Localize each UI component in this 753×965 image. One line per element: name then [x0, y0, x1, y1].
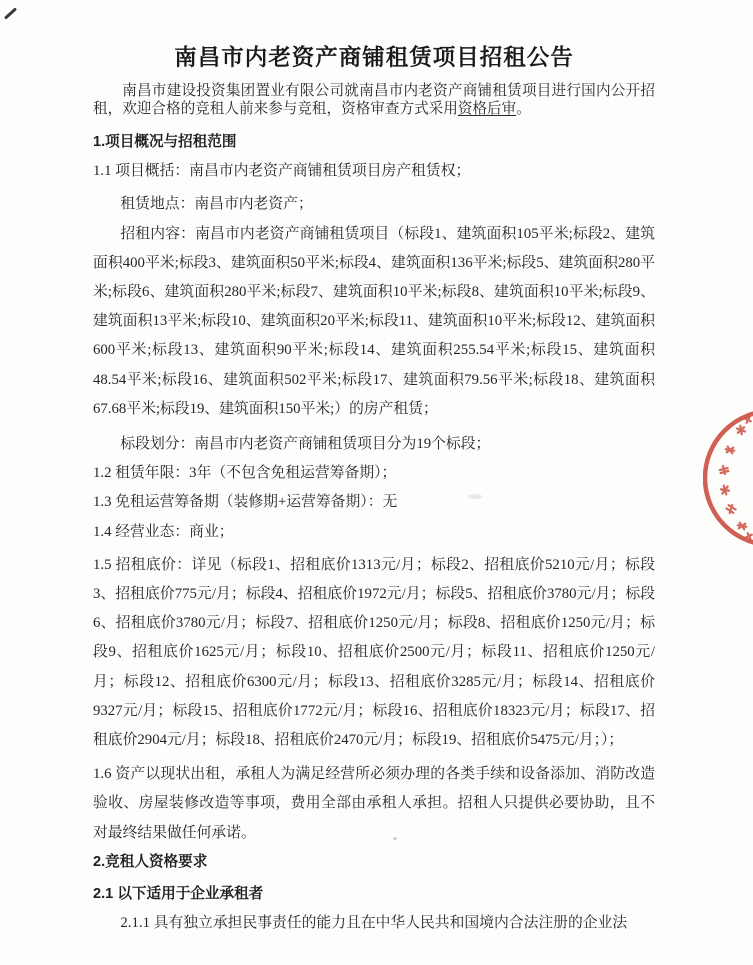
para-lease-content: 招租内容：南昌市内老资产商铺租赁项目（标段1、建筑面积105平米;标段2、建筑面积400平米;标段3、建筑面积50平米;标段4、建筑面积136平米;标段5、建筑面积280平米;标段6、建筑面积280平米;标段7、建筑面积10平米;标段8、建筑面积10平米;标段9、建筑面积13平米;标段10、建筑面积20平米;标段11、建筑面积10平米;标段12、建筑面积600平米;标段13、建筑面积90平米;标段14、建筑面积255.54平米;标段15、建筑面积48.54平米;标段16、建筑面积502平米;标段17、建筑面积79.56平米;标段18、建筑面积67.68平米;标段19、建筑面积150平米;）的房产租赁； — [93, 225, 655, 417]
scan-speck — [468, 494, 482, 499]
document-title: 南昌市内老资产商铺租赁项目招租公告 — [174, 45, 574, 70]
document-body — [93, 45, 655, 938]
para-bid-sections: 标段划分：南昌市内老资产商铺租赁项目分为19个标段； — [120, 436, 491, 453]
para-1-3: 1.3 免租运营筹备期（装修期+运营筹备期）：无 — [93, 494, 398, 511]
scan-speck — [393, 837, 397, 840]
para-1-2: 1.2 租赁年限：3年（不包含免租运营筹备期）； — [93, 465, 397, 482]
intro-paragraph — [93, 83, 655, 118]
intro-period: 。 — [516, 100, 531, 117]
section-2-1-heading: 2.1 以下适用于企业承租者 — [93, 886, 264, 903]
para-1-1: 1.1 项目概括：南昌市内老资产商铺租赁项目房产租赁权； — [93, 163, 471, 180]
section-1-heading: 1.项目概况与招租范围 — [93, 134, 237, 150]
para-1-6: 1.6 资产以现状出租，承租人为满足经营所必须办理的各类手续和设备添加、消防改造验收、房屋装修改造等事项，费用全部由承租人承担。招租人只提供必要协助，且不对最终结果做任何承诺。 — [93, 766, 655, 841]
scan-artifact-corner-mark — [4, 7, 17, 19]
para-1-5: 1.5 招租底价：详见（标段1、招租底价1313元/月；标段2、招租底价5210元/月；标段3、招租底价775元/月；标段4、招租底价1972元/月；标段5、招租底价3780元/月；标段6、招租底价3780元/月；标段7、招租底价1250元/月；标段8、招租底价1250元/月；标段9、招租底价1625元/月；标段10、招租底价2500元/月；标段11、招租底价1250元/月；标段12、招租底价6300元/月；标段13、招租底价3285元/月；标段14、招租底价9327元/月；标段15、招租底价1772元/月；标段16、招租底价18323元/月；标段17、招租底价2904元/月；标段18、招租底价2470元/月；标段19、招租底价5475元/月；）； — [93, 556, 655, 749]
intro-underlined-text: 资格后审 — [457, 100, 517, 117]
section-2-heading: 2.竞租人资格要求 — [93, 853, 208, 870]
intro-text: 南昌市建设投资集团置业有限公司就南昌市内老资产商铺租赁项目进行国内公开招租，欢迎合格的竞租人前来参与竞租，资格审查方式采用 — [93, 83, 655, 117]
para-2-1-1: 2.1.1 具有独立承担民事责任的能力且在中华人民共和国境内合法注册的企业法 — [120, 915, 628, 932]
para-1-4: 1.4 经营业态：商业； — [93, 523, 234, 540]
para-lease-location: 租赁地点：南昌市内老资产； — [120, 196, 313, 213]
official-red-seal-icon — [703, 408, 753, 548]
